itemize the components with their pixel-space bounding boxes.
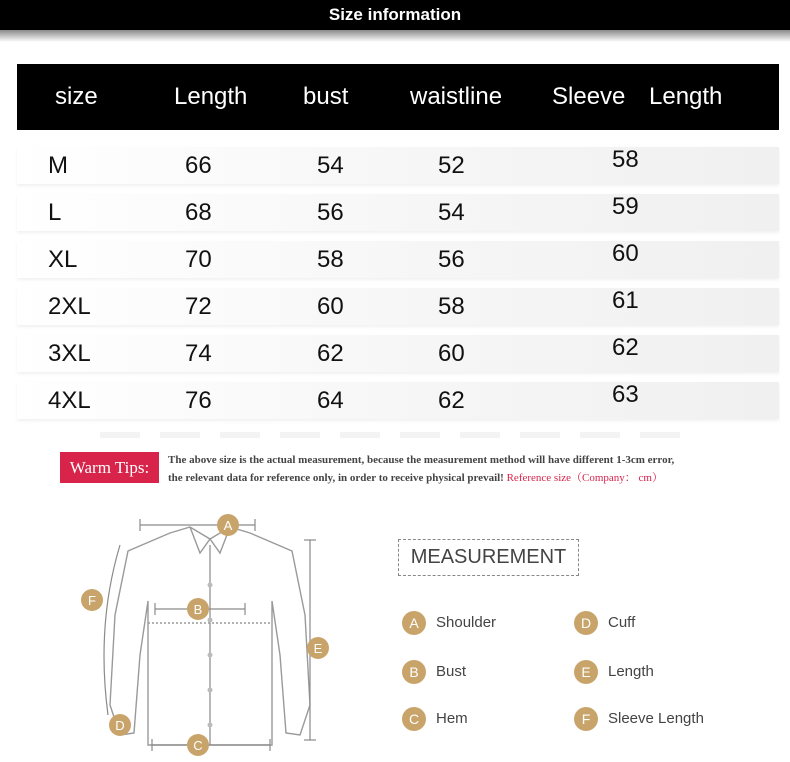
cell-length: 76: [185, 387, 212, 414]
marker-a-icon: [217, 514, 239, 536]
cell-size: L: [48, 199, 62, 226]
cell-bust: 60: [317, 293, 344, 320]
table-row: [17, 241, 779, 278]
letter-b-icon: B: [402, 660, 426, 684]
tips-line-2: [168, 469, 768, 487]
legend-label: Bust: [436, 663, 467, 680]
divider: [100, 432, 700, 438]
header-sleeve: Sleeve: [552, 83, 626, 110]
cell-bust: 64: [317, 387, 344, 414]
header-size: size: [55, 83, 98, 110]
table-row: [17, 194, 779, 231]
marker-c-icon: [187, 734, 209, 756]
marker-b-text: B: [193, 602, 203, 617]
cell-bust: 54: [317, 152, 344, 179]
warm-tips-text: [168, 451, 768, 487]
banner-title: Size information: [328, 5, 462, 24]
cell-length: 74: [185, 340, 212, 367]
warm-tips-label: Warm Tips:: [69, 458, 150, 477]
header-bust: bust: [303, 83, 349, 110]
marker-d-icon: [109, 714, 131, 736]
tips-line-1: The above size is the actual measurement, because the measurement method will have different 1-3cm error,: [168, 454, 675, 466]
legend-label: Shoulder: [436, 614, 497, 631]
reference-size-note: Reference size（Company： cm）: [506, 472, 663, 484]
letter-c-icon: C: [402, 707, 426, 731]
cell-size: 2XL: [48, 293, 91, 320]
marker-e-icon: [307, 637, 329, 659]
warm-tips-badge: [60, 452, 159, 483]
cell-bust: 58: [317, 246, 344, 273]
marker-f-icon: [81, 589, 103, 611]
table-row: [17, 288, 779, 325]
letter-e-icon: E: [574, 660, 598, 684]
legend-item-sleeve-length: [574, 706, 704, 732]
legend-item-length: [574, 659, 654, 685]
table-header: [17, 64, 779, 130]
cell-waistline: 56: [438, 246, 465, 273]
legend-label: Hem: [436, 710, 468, 727]
letter-f-icon: F: [574, 707, 598, 731]
tips-line-2-text: the relevant data for reference only, in order to receive physical prevail!: [168, 472, 504, 484]
cell-waistline: 58: [438, 293, 465, 320]
cell-waistline: 54: [438, 199, 465, 226]
header-sleeve-length: Length: [649, 83, 723, 110]
cell-length: 70: [185, 246, 212, 273]
marker-d-text: D: [115, 718, 125, 733]
legend-item-bust: [402, 659, 466, 685]
banner-shadow: [0, 30, 790, 42]
marker-e-text: E: [313, 641, 323, 656]
cell-sleeve-length: 59: [612, 193, 639, 220]
letter-a-icon: A: [402, 611, 426, 635]
measurement-title: [398, 539, 579, 576]
cell-sleeve-length: 61: [612, 287, 639, 314]
marker-c-text: C: [193, 738, 203, 753]
cell-waistline: 52: [438, 152, 465, 179]
size-information-banner: [0, 0, 790, 30]
marker-a-text: A: [223, 518, 233, 533]
table-row: [17, 382, 779, 419]
cell-waistline: 62: [438, 387, 465, 414]
cell-length: 66: [185, 152, 212, 179]
cell-sleeve-length: 60: [612, 240, 639, 267]
marker-f-text: F: [88, 593, 96, 608]
shirt-diagram: [60, 505, 360, 762]
cell-sleeve-length: 62: [612, 334, 639, 361]
cell-length: 72: [185, 293, 212, 320]
shirt-outline-icon: [110, 527, 310, 745]
letter-d-icon: D: [574, 611, 598, 635]
cell-bust: 62: [317, 340, 344, 367]
cell-size: 4XL: [48, 387, 91, 414]
legend-label: Length: [608, 663, 654, 680]
header-waistline: waistline: [410, 83, 503, 110]
cell-waistline: 60: [438, 340, 465, 367]
cell-sleeve-length: 63: [612, 381, 639, 408]
measurement-title-text: MEASUREMENT: [410, 546, 567, 568]
table-row: [17, 147, 779, 184]
legend-item-shoulder: [402, 610, 496, 636]
legend-label: Sleeve Length: [608, 710, 704, 727]
cell-size: 3XL: [48, 340, 91, 367]
marker-b-icon: [187, 598, 209, 620]
header-length: Length: [174, 83, 248, 110]
cell-size: M: [48, 152, 68, 179]
cell-bust: 56: [317, 199, 344, 226]
cell-length: 68: [185, 199, 212, 226]
table-row: [17, 335, 779, 372]
legend-item-hem: [402, 706, 468, 732]
legend-item-cuff: [574, 610, 635, 636]
cell-size: XL: [48, 246, 78, 273]
cell-sleeve-length: 58: [612, 146, 639, 173]
legend-label: Cuff: [608, 614, 636, 631]
